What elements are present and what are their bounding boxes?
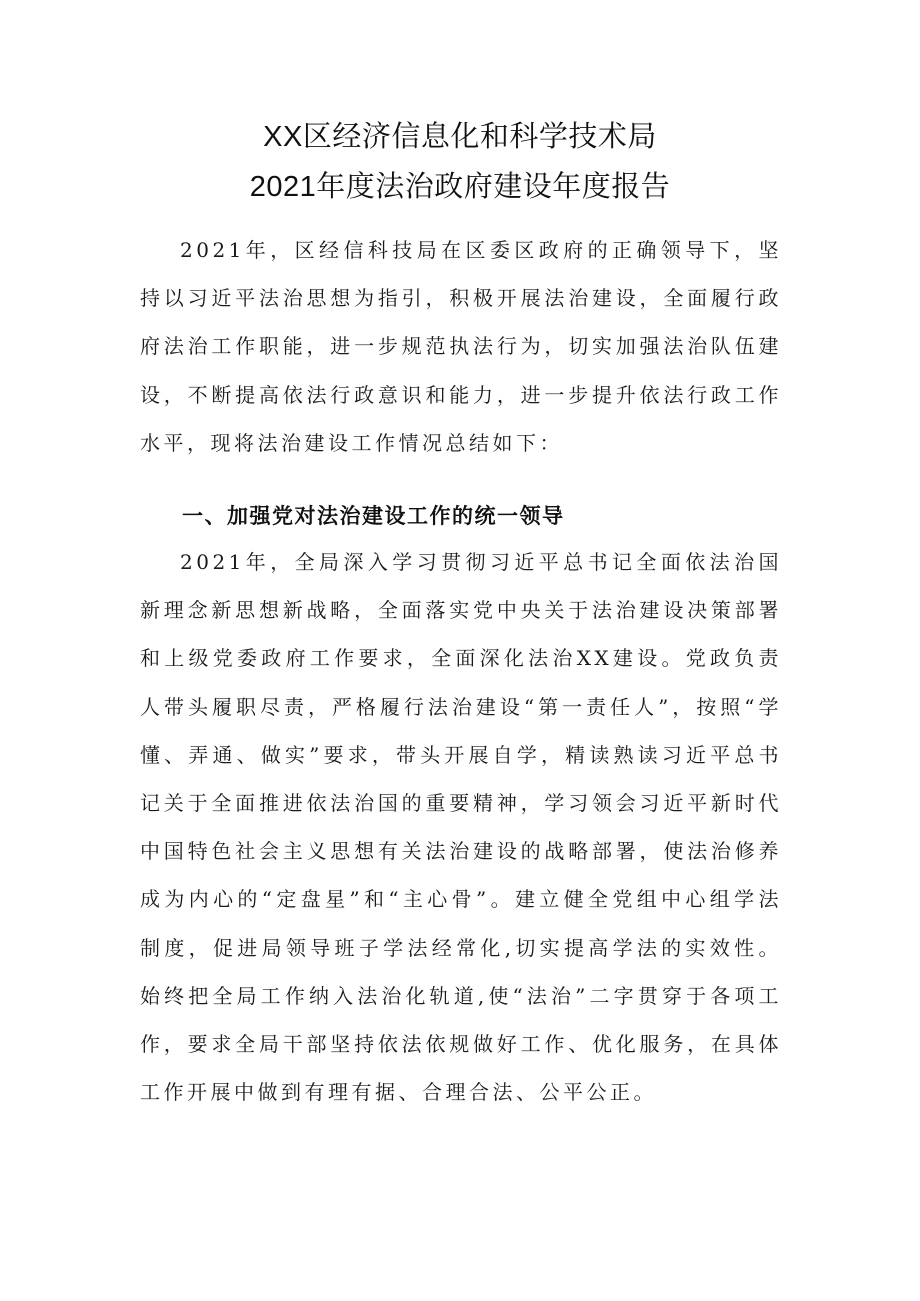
intro-paragraph-block	[140, 226, 782, 467]
document-title	[0, 112, 920, 212]
section-1-paragraph: 2021年，全局深入学习贯彻习近平总书记全面依法治国新理念新思想新战略，全面落实党中央关于法治建设决策部署和上级党委政府工作要求，全面深化法治XX建设。党政负责人带头履职尽责，严格履行法治建设“第一责任人”，按照“学懂、弄通、做实”要求，带头开展自学，精读熟读习近平总书记关于全面推进依法治国的重要精神，学习领会习近平新时代中国特色社会主义思想有关法治建设的战略部署，使法治修养成为内心的“定盘星”和“主心骨”。建立健全党组中心组学法制度，促进局领导班子学法经常化,切实提高学法的实效性。始终把全局工作纳入法治化轨道,使“法治”二字贯穿于各项工作，要求全局干部坚持依法依规做好工作、优化服务，在具体工作开展中做到有理有据、合理合法、公平公正。	[140, 550, 782, 1105]
title-line-2: 2021年度法治政府建设年度报告	[249, 171, 671, 203]
section-1-paragraph-block	[140, 538, 782, 1116]
section-1-heading: 一、加强党对法治建设工作的统一领导	[182, 504, 565, 528]
intro-paragraph: 2021年，区经信科技局在区委区政府的正确领导下，坚持以习近平法治思想为指引，积极开展法治建设，全面履行政府法治工作职能，进一步规范执法行为，切实加强法治队伍建设，不断提高依法行政意识和能力，进一步提升依法行政工作水平，现将法治建设工作情况总结如下：	[140, 238, 782, 455]
title-line-1: XX区经济信息化和科学技术局	[263, 121, 657, 153]
